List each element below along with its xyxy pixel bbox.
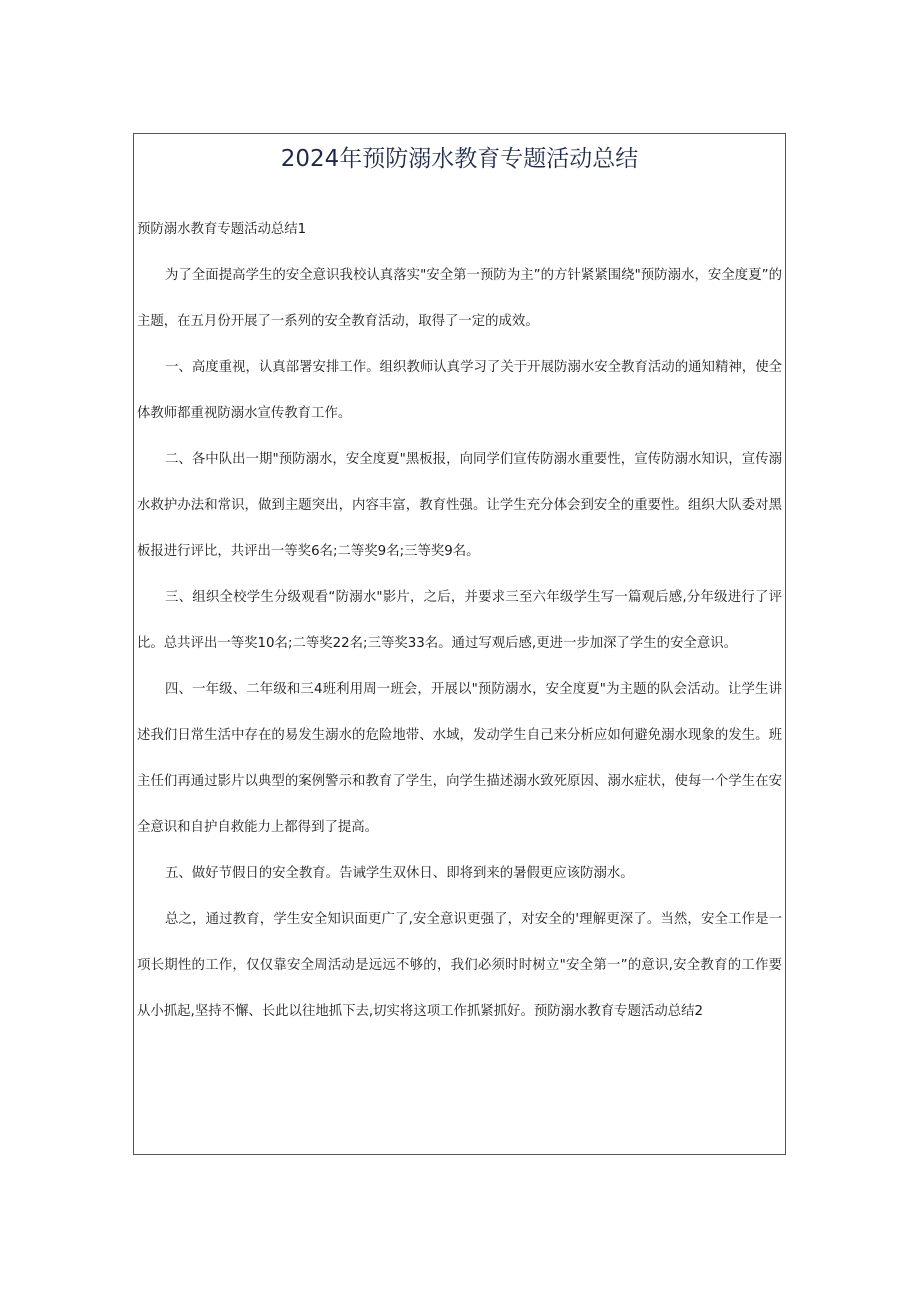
paragraph-intro: 为了全面提高学生的安全意识我校认真落实"安全第一预防为主”的方针紧紧围绕"预防溺水，安全度夏”的主题，在五月份开展了一系列的安全教育活动，取得了一定的成效。 xyxy=(137,268,782,329)
paragraph-point-3: 三、组织全校学生分级观看“防溺水"影片，之后，并要求三至六年级学生写一篇观后感,分年级进行了评比。总共评出一等奖10名;二等奖22名;三等奖33名。通过写观后感,更进一步加深了学生的安全意识。 xyxy=(137,590,782,651)
paragraph-point-2: 二、各中队出一期"预防溺水，安全度夏"黑板报，向同学们宣传防溺水重要性，宣传防溺水知识，宣传溺水救护办法和常识，做到主题突出，内容丰富，教育性强。让学生充分体会到安全的重要性。组织大队委对黑板报进行评比，共评出一等奖6名;二等奖9名;三等奖9名。 xyxy=(137,452,782,559)
section-heading: 预防溺水教育专题活动总结1 xyxy=(137,222,307,237)
document-title: 2024年预防溺水教育专题活动总结 xyxy=(280,146,639,172)
document-frame xyxy=(133,133,786,1155)
document-body xyxy=(137,207,782,1035)
paragraph-point-4: 四、一年级、二年级和三4班利用周一班会，开展以"预防溺水，安全度夏"为主题的队会活动。让学生讲述我们日常生活中存在的易发生溺水的危险地带、水域，发动学生自己来分析应如何避免溺水现象的发生。班主任们再通过影片以典型的案例警示和教育了学生，向学生描述溺水致死原因、溺水症状，使每一个学生在安全意识和自护自救能力上都得到了提高。 xyxy=(137,682,782,835)
paragraph-conclusion: 总之，通过教育，学生安全知识面更广了,安全意识更强了，对安全的'理解更深了。当然，安全工作是一项长期性的工作，仅仅靠安全周活动是远远不够的，我们必须时时树立"安全第一”的意识,安全教育的工作要从小抓起,坚持不懈、长此以往地抓下去,切实将这项工作抓紧抓好。预防溺水教育专题活动总结2 xyxy=(137,912,782,1019)
paragraph-point-5: 五、做好节假日的安全教育。告诫学生双休日、即将到来的暑假更应该防溺水。 xyxy=(165,866,634,881)
paragraph-point-1: 一、高度重视，认真部署安排工作。组织教师认真学习了关于开展防溺水安全教育活动的通知精神，使全体教师都重视防溺水宣传教育工作。 xyxy=(137,360,782,421)
